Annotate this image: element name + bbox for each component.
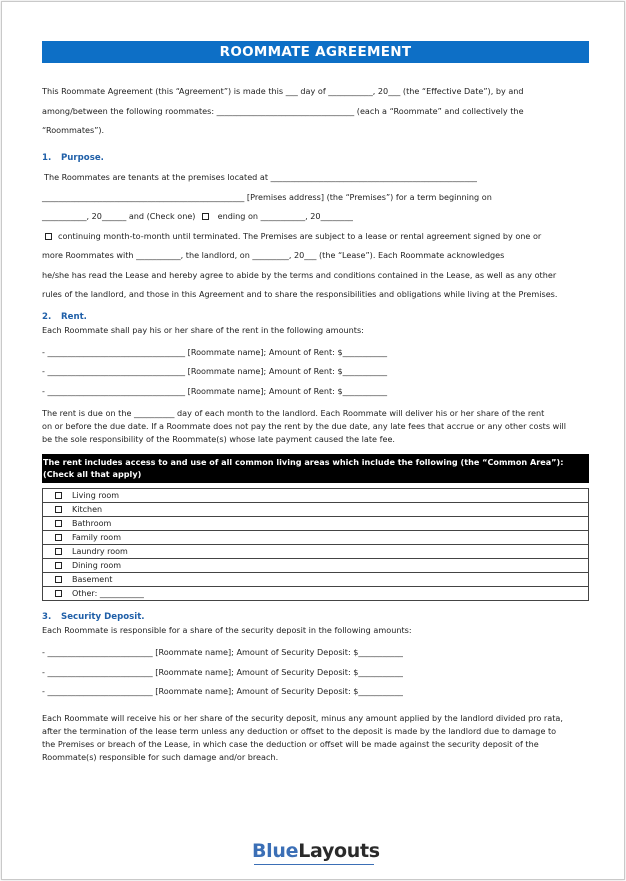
checkbox[interactable] xyxy=(55,590,62,597)
table-row: Bathroom xyxy=(43,517,589,531)
checkbox[interactable] xyxy=(55,506,62,513)
rent-due-paragraph xyxy=(42,407,589,446)
rent-intro: Each Roommate shall pay his or her share of the rent in the following amounts: xyxy=(42,324,364,335)
deposit-para-line: Each Roommate will receive his or her share of the security deposit, minus any amount applied by the landlord divided pro rata, xyxy=(42,712,563,723)
intro-line: among/between the following roommates: __________________________________ (each a “Roommate” and collectively the xyxy=(42,105,524,116)
deposit-line: - __________________________ [Roommate name]; Amount of Security Deposit: $___________ xyxy=(42,647,403,657)
purpose-paragraph xyxy=(42,168,589,305)
table-row: Laundry room xyxy=(43,545,589,559)
document-page xyxy=(1,1,625,880)
deposit-paragraph xyxy=(42,712,589,764)
section-heading-security-deposit: 3. Security Deposit. xyxy=(42,612,145,622)
deposit-intro: Each Roommate is responsible for a share of the security deposit in the following amounts: xyxy=(42,625,412,635)
logo-underline xyxy=(254,864,374,865)
document-content xyxy=(42,41,589,764)
intro-paragraph xyxy=(42,82,589,141)
deposit-line: - __________________________ [Roommate name]; Amount of Security Deposit: $___________ xyxy=(42,686,403,696)
purpose-line: continuing month-to-month until terminated. The Premises are subject to a lease or rental agreement signed by one or xyxy=(42,227,589,247)
intro-line: “Roommates”). xyxy=(42,125,105,135)
table-row: Kitchen xyxy=(43,503,589,517)
checkbox-month-to-month[interactable] xyxy=(45,233,52,240)
table-row: Living room xyxy=(43,489,589,503)
document-title: ROOMMATE AGREEMENT xyxy=(42,41,589,63)
table-row: Dining room xyxy=(43,559,589,573)
section-heading-purpose: 1. Purpose. xyxy=(42,152,104,163)
table-row: Other: ___________ xyxy=(43,587,589,601)
checkbox-fixed-term[interactable] xyxy=(202,213,209,220)
deposit-para-line: the Premises or breach of the Lease, in which case the deduction or offset will be made against the security deposit of the xyxy=(42,738,539,749)
checkbox[interactable] xyxy=(55,562,62,569)
deposit-lines xyxy=(42,643,589,702)
checkbox[interactable] xyxy=(55,576,62,583)
table-row: Basement xyxy=(43,573,589,587)
rent-line: - __________________________________ [Roommate name]; Amount of Rent: $___________ xyxy=(42,385,388,396)
rent-due-line: The rent is due on the __________ day of each month to the landlord. Each Roommate will deliver his or her share of the rent xyxy=(42,408,545,418)
purpose-line: rules of the landlord, and those in this Agreement and to share the responsibilities and obligations while living at the Premises. xyxy=(42,289,558,299)
purpose-line: more Roommates with ___________, the landlord, on _________, 20___ (the “Lease”). Each Roommate acknowledges xyxy=(42,250,505,260)
rent-line: - __________________________________ [Roommate name]; Amount of Rent: $___________ xyxy=(42,366,388,376)
checkbox[interactable] xyxy=(55,520,62,527)
purpose-line: The Roommates are tenants at the premises located at ___________________________________________________ xyxy=(44,172,477,182)
checkbox[interactable] xyxy=(55,548,62,555)
deposit-para-line: Roommate(s) responsible for such damage and/or breach. xyxy=(42,751,279,762)
rent-line: - __________________________________ [Roommate name]; Amount of Rent: $___________ xyxy=(42,346,388,357)
table-row: Family room xyxy=(43,531,589,545)
deposit-para-line: after the termination of the lease term unless any deduction or offset to the deposit is made by the landlord due to damage to xyxy=(42,725,557,736)
section-heading-rent: 2. Rent. xyxy=(42,311,87,322)
rent-lines xyxy=(42,343,589,402)
intro-line: This Roommate Agreement (this “Agreement”) is made this ___ day of ___________, 20___ (the “Effective Date”), by and xyxy=(42,86,524,96)
common-area-header: The rent includes access to and use of all common living areas which include the following (the “Common Area”): (Check all that apply) xyxy=(42,454,589,483)
purpose-line: he/she has read the Lease and hereby agree to abide by the terms and conditions contained in the Lease, as well as any other xyxy=(42,269,557,280)
blue-layouts-logo: BlueLayouts xyxy=(252,840,380,862)
rent-due-line: be the sole responsibility of the Roommate(s) whose late payment caused the late fee. xyxy=(42,434,395,444)
purpose-line: __________________________________________________ [Premises address] (the “Premises”) for a term beginning on xyxy=(42,191,492,202)
common-area-table xyxy=(42,488,589,601)
deposit-line: - __________________________ [Roommate name]; Amount of Security Deposit: $___________ xyxy=(42,666,403,677)
purpose-line: ___________, 20______ and (Check one) ending on ___________, 20________ xyxy=(42,211,353,221)
checkbox[interactable] xyxy=(55,492,62,499)
checkbox[interactable] xyxy=(55,534,62,541)
rent-due-line: on or before the due date. If a Roommate does not pay the rent by the due date, any late fees that accrue or any other costs will xyxy=(42,421,566,431)
